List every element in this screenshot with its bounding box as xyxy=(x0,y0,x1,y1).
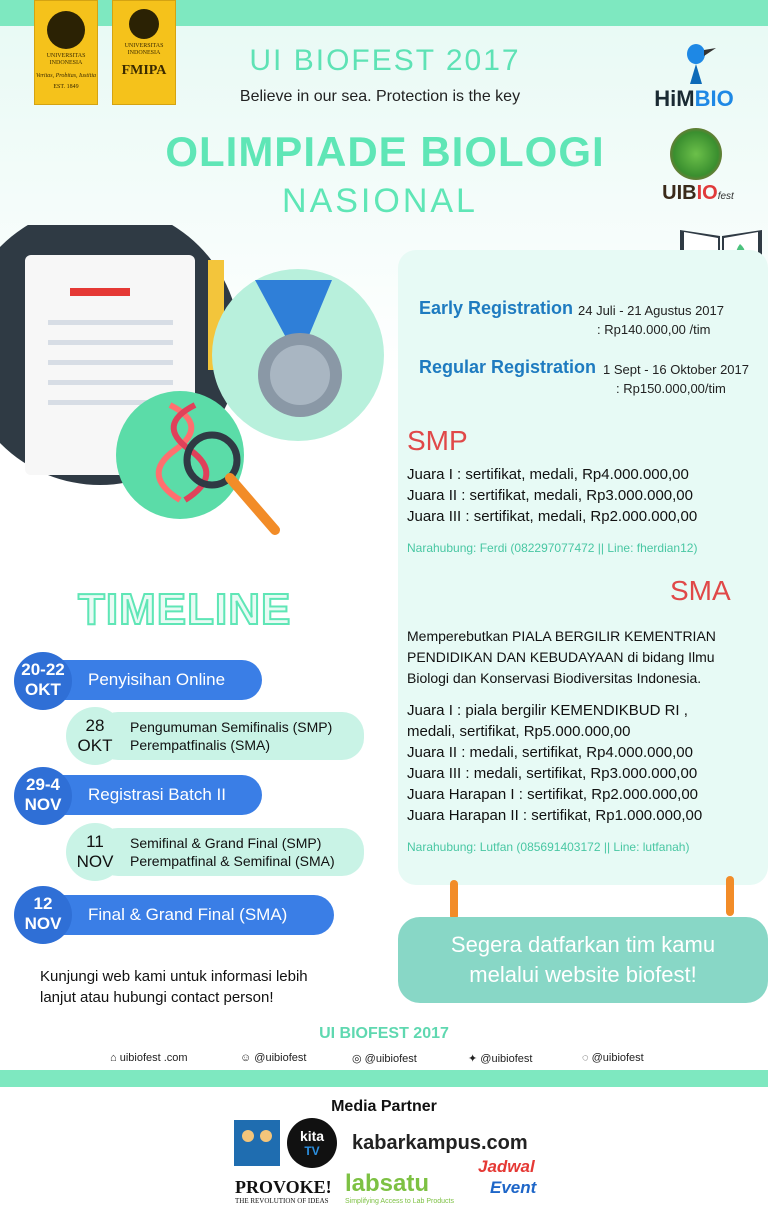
smp-prize: Juara I : sertifikat, medali, Rp4.000.000,00 xyxy=(407,466,689,483)
event-tagline: Believe in our sea. Protection is the key xyxy=(239,88,521,105)
timeline-date-bottom: NOV xyxy=(24,795,62,814)
kabarkampus-logo: kabarkampus.com xyxy=(352,1132,528,1154)
sma-desc-line: Memperebutkan PIALA BERGILIR KEMENTRIAN xyxy=(407,628,716,644)
timeline-date xyxy=(14,767,72,825)
sma-heading: SMA xyxy=(670,575,731,606)
jadwal-event-logo: Jadwal xyxy=(478,1157,535,1176)
labsatu-tagline: Simplifying Access to Lab Products xyxy=(345,1198,454,1205)
timeline-date-bottom: NOV xyxy=(76,852,114,871)
visit-info-line: Kunjungi web kami untuk informasi lebih xyxy=(40,968,308,985)
kitatv-logo xyxy=(287,1118,337,1168)
uibiofest-logo-io: IO xyxy=(696,182,718,204)
uibiofest-logo-uib: UIB xyxy=(662,182,697,204)
jadwal-event-logo-b: Event xyxy=(490,1178,537,1197)
himbio-logo-text xyxy=(644,86,744,112)
event-title: UI BIOFEST 2017 xyxy=(249,44,521,77)
fmipa-logo-text: FMIPA xyxy=(121,63,167,78)
timeline-date xyxy=(66,707,124,765)
social-link-text: @uibiofest xyxy=(364,1053,417,1065)
fmipa-logo xyxy=(112,0,176,105)
scroll-peg-left xyxy=(450,880,458,920)
himbio-logo-him: HiM xyxy=(654,86,695,111)
social-link-text: @uibiofest xyxy=(254,1052,307,1064)
timeline-item-label: Pengumuman Semifinalis (SMP) xyxy=(130,719,333,735)
himbio-logo-bio: BIO xyxy=(694,86,734,111)
ui-logo-est: EST. 1849 xyxy=(53,84,79,90)
timeline-item xyxy=(40,775,262,815)
media-partner-logo-1 xyxy=(234,1120,280,1166)
smp-heading: SMP xyxy=(407,425,468,456)
smp-prize: Juara III : sertifikat, medali, Rp2.000.000,00 xyxy=(407,508,698,525)
himbio-logo xyxy=(644,36,744,112)
timeline-item-label: Registrasi Batch II xyxy=(88,785,226,804)
sma-prize: Juara III : medali, sertifikat, Rp3.000.000,00 xyxy=(407,765,698,782)
ask-icon: ◌ xyxy=(582,1052,592,1064)
home-icon: ⌂ xyxy=(110,1052,120,1064)
timeline-heading: TIMELINE xyxy=(78,585,292,634)
social-link-text: uibiofest .com xyxy=(119,1052,188,1064)
early-registration-dates: 24 Juli - 21 Agustus 2017 xyxy=(578,303,724,318)
visit-info xyxy=(40,966,308,1008)
timeline-date-bottom: OKT xyxy=(25,680,61,699)
timeline-item-label: Semifinal & Grand Final (SMP) xyxy=(130,835,322,851)
timeline-date xyxy=(66,823,124,881)
twitter-icon: ✦ xyxy=(468,1053,481,1065)
timeline-date-bottom: NOV xyxy=(24,914,62,933)
footer-brand: UI BIOFEST 2017 xyxy=(319,1025,449,1042)
early-registration-price: : Rp140.000,00 /tim xyxy=(597,322,711,337)
timeline-item-label: Perempatfinalis (SMA) xyxy=(130,737,271,753)
cta-line-2: melalui website biofest! xyxy=(469,962,697,987)
uibiofest-logo-text xyxy=(650,182,746,205)
timeline-date-top: 29-4 xyxy=(25,775,61,794)
provoke-tagline: THE REVOLUTION OF IDEAS xyxy=(235,1197,329,1205)
regular-registration-dates: 1 Sept - 16 Oktober 2017 xyxy=(603,362,749,377)
sma-prize: Juara Harapan II : sertifikat, Rp1.000.000,00 xyxy=(407,807,703,824)
fmipa-crest-icon xyxy=(129,9,159,39)
sma-prize: medali, sertifikat, Rp5.000.000,00 xyxy=(407,723,631,740)
timeline-date-top: 28 xyxy=(85,716,105,735)
smp-prize: Juara II : sertifikat, medali, Rp3.000.000,00 xyxy=(407,487,693,504)
ui-logo-text: UNIVERSITAS INDONESIA xyxy=(46,53,86,66)
smp-contact: Narahubung: Ferdi (082297077472 || Line: fherdian12) xyxy=(407,541,698,555)
sma-prize-list xyxy=(407,700,702,826)
regular-registration-label: Regular Registration xyxy=(419,357,597,377)
kingfisher-icon xyxy=(676,36,716,88)
timeline-date xyxy=(14,886,72,944)
sma-prize: Juara Harapan I : sertifikat, Rp2.000.000,00 xyxy=(407,786,699,803)
provoke-logo: PROVOKE! xyxy=(235,1177,332,1197)
timeline-date xyxy=(14,652,72,710)
timeline-item-label: Penyisihan Online xyxy=(88,670,226,689)
bottom-accent-bar xyxy=(0,1070,768,1087)
social-links xyxy=(110,1052,670,1070)
kitatv-text-a: kita xyxy=(299,1128,325,1144)
timeline-item xyxy=(40,895,334,935)
sma-description xyxy=(407,626,716,689)
timeline-date-bottom: OKT xyxy=(77,736,113,755)
regular-registration-price: : Rp150.000,00/tim xyxy=(616,381,726,396)
line-icon: ☺ xyxy=(240,1052,255,1064)
timeline-date-top: 20-22 xyxy=(21,660,65,679)
kitatv-text-b: TV xyxy=(304,1144,320,1158)
timeline-item xyxy=(40,660,262,700)
fmipa-logo-top: UNIVERSITAS INDONESIA xyxy=(124,43,164,56)
social-link-instagram[interactable] xyxy=(352,1052,417,1065)
uibiofest-logo-fest: fest xyxy=(717,191,734,202)
person-icon xyxy=(242,1130,254,1142)
person-icon xyxy=(260,1130,272,1142)
media-partner-title: Media Partner xyxy=(331,1098,437,1115)
sma-prize: Juara I : piala bergilir KEMENDIKBUD RI , xyxy=(407,702,688,719)
social-link-text: @uibiofest xyxy=(480,1053,533,1065)
main-subtitle: NASIONAL xyxy=(282,182,478,220)
visit-info-line: lanjut atau hubungi contact person! xyxy=(40,989,274,1006)
sma-desc-line: PENDIDIKAN DAN KEBUDAYAAN di bidang Ilmu xyxy=(407,649,715,665)
scroll-peg-right xyxy=(726,876,734,916)
sma-desc-line: Biologi dan Konservasi Biodiversitas Indonesia. xyxy=(407,670,702,686)
labsatu-logo: labsatu xyxy=(345,1170,430,1197)
social-link-web[interactable] xyxy=(110,1052,188,1064)
timeline-date-top: 12 xyxy=(33,894,53,913)
social-link-line[interactable] xyxy=(240,1052,306,1064)
ui-logo-motto: Veritas, Probitas, Iustitia xyxy=(35,73,97,79)
cta-line-1: Segera datfarkan tim kamu xyxy=(450,932,716,957)
ui-logo xyxy=(34,0,98,105)
social-link-ask[interactable] xyxy=(582,1052,644,1064)
early-registration-label: Early Registration xyxy=(419,298,574,318)
timeline-item xyxy=(96,828,364,876)
social-link-twitter[interactable] xyxy=(468,1052,532,1065)
timeline-item xyxy=(96,712,364,760)
sma-contact: Narahubung: Lutfan (085691403172 || Line: lutfanah) xyxy=(407,840,690,854)
register-cta xyxy=(398,917,768,1003)
instagram-icon: ◎ xyxy=(352,1053,365,1065)
timeline-item-label: Final & Grand Final (SMA) xyxy=(88,905,288,924)
smp-prize-list xyxy=(407,464,697,527)
ui-crest-icon xyxy=(47,11,85,49)
tree-icon xyxy=(670,128,722,180)
biology-illustration xyxy=(0,225,400,555)
main-title: OLIMPIADE BIOLOGI xyxy=(165,128,605,175)
timeline-date-top: 11 xyxy=(86,832,104,851)
uibiofest-logo xyxy=(650,128,746,210)
social-link-text: @uibiofest xyxy=(591,1052,644,1064)
sma-prize: Juara II : medali, sertifikat, Rp4.000.000,00 xyxy=(407,744,693,761)
timeline-item-label: Perempatfinal & Semifinal (SMA) xyxy=(130,853,335,869)
